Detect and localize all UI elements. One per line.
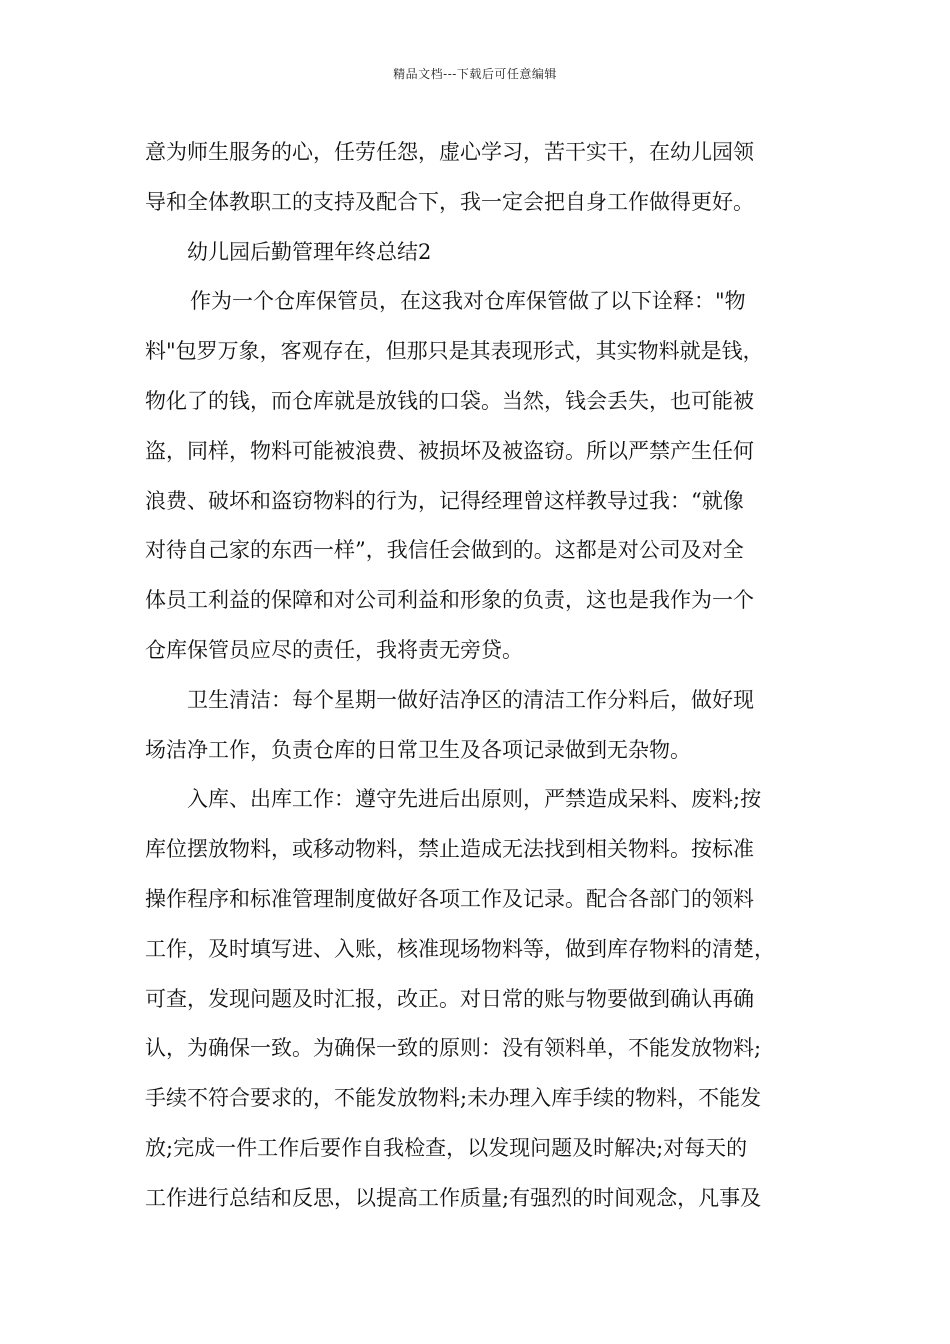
document-body bbox=[145, 128, 825, 1224]
page-header: 精品文档---下载后可任意编辑 bbox=[393, 67, 557, 81]
text-line: 盗，同样，物料可能被浪费、被损坏及被盗窃。所以严禁产生任何 bbox=[145, 438, 754, 463]
text-line: 工作，及时填写进、入账，核准现场物料等，做到库存物料的清楚， bbox=[145, 936, 775, 961]
text-line: 意为师生服务的心，任劳任怨，虚心学习，苦干实干，在幼儿园领 bbox=[145, 140, 754, 164]
text-line: 认，为确保一致。为确保一致的原则：没有领料单，不能发放物料; bbox=[145, 1036, 762, 1061]
text-line: 体员工利益的保障和对公司利益和形象的负责，这也是我作为一个 bbox=[145, 588, 754, 613]
text-line: 浪费、破坏和盗窃物料的行为，记得经理曾这样教导过我：“就像 bbox=[145, 488, 744, 513]
text-line: 对待自己家的东西一样”，我信任会做到的。这都是对公司及对全 bbox=[145, 538, 744, 563]
text-line: 卫生清洁：每个星期一做好洁净区的清洁工作分料后，做好现 bbox=[187, 687, 754, 712]
text-line: 入库、出库工作：遵守先进后出原则，严禁造成呆料、废料;按 bbox=[187, 787, 762, 812]
text-line: 可查，发现问题及时汇报，改正。对日常的账与物要做到确认再确 bbox=[145, 986, 754, 1011]
text-line: 库位摆放物料，或移动物料，禁止造成无法找到相关物料。按标准 bbox=[145, 837, 754, 862]
text-line: 放;完成一件工作后要作自我检查，以发现问题及时解决;对每天的 bbox=[145, 1135, 748, 1160]
text-line: 工作进行总结和反思，以提高工作质量;有强烈的时间观念，凡事及 bbox=[145, 1185, 762, 1210]
text-line: 场洁净工作，负责仓库的日常卫生及各项记录做到无杂物。 bbox=[145, 737, 691, 762]
text-line: 操作程序和标准管理制度做好各项工作及记录。配合各部门的领料 bbox=[145, 886, 754, 911]
text-line: 导和全体教职工的支持及配合下，我一定会把自身工作做得更好。 bbox=[145, 189, 754, 214]
text-line: 手续不符合要求的，不能发放物料;未办理入库手续的物料，不能发 bbox=[145, 1086, 762, 1111]
section-title: 幼儿园后勤管理年终总结2 bbox=[187, 239, 432, 264]
text-line: 仓库保管员应尽的责任，我将责无旁贷。 bbox=[145, 637, 523, 662]
text-line: 料"包罗万象，客观存在，但那只是其表现形式，其实物料就是钱， bbox=[145, 339, 764, 364]
text-line: 物化了的钱，而仓库就是放钱的口袋。当然，钱会丢失，也可能被 bbox=[145, 388, 754, 413]
text-line: 作为一个仓库保管员，在这我对仓库保管做了以下诠释："物 bbox=[190, 289, 746, 314]
